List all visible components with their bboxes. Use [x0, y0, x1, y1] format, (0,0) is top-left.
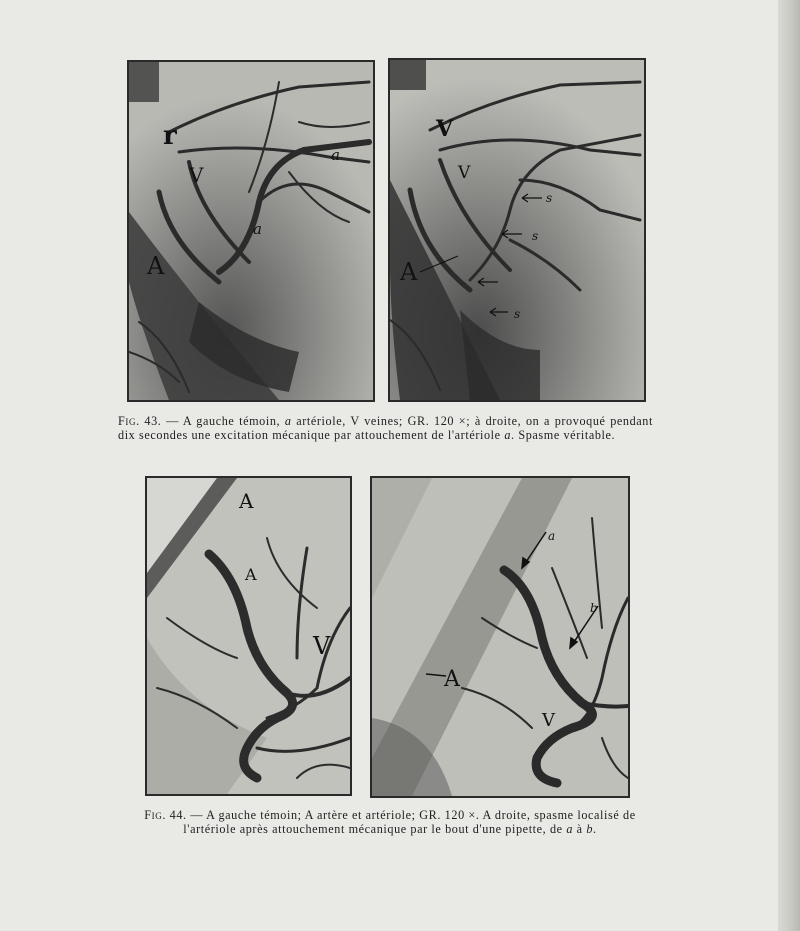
label-arteriole: A — [245, 565, 257, 584]
caption-43-part3: . Spasme véritable. — [511, 428, 616, 442]
caption-44-part1: — A gauche témoin; A artère et artériole; GR. 120 ×. A droite, spasme localisé de l'artériole après attouchement mécanique par le bout d'une pipette, de — [183, 808, 636, 836]
caption-44-part3: . — [593, 822, 597, 836]
label-vein: V — [313, 632, 331, 660]
label-artery: A — [239, 489, 254, 513]
label-r: r — [163, 121, 177, 151]
label-b: b — [590, 601, 598, 615]
label-s-1: s — [546, 191, 553, 205]
figure-44-left-drawing — [147, 478, 350, 794]
figure-43-right-photo — [388, 58, 646, 402]
figure-43-number: Fig. 43. — [118, 414, 162, 428]
figure-43-right-drawing — [390, 60, 644, 400]
caption-44-b: b — [586, 822, 594, 836]
label-artery: A — [147, 252, 165, 280]
figure-44-number: Fig. 44. — [144, 808, 187, 822]
label-artery: A — [444, 667, 460, 692]
figure-44-right-photo — [370, 476, 630, 798]
figure-44-right-drawing — [372, 478, 628, 796]
figure-44-left-photo — [145, 476, 352, 796]
label-v-big: V — [436, 116, 454, 142]
label-a: a — [548, 529, 556, 543]
page-edge — [778, 0, 800, 931]
label-a-upper: a — [331, 146, 340, 164]
label-a-lower: a — [253, 220, 262, 238]
caption-44-part2: à — [573, 822, 587, 836]
figure-43-left-drawing — [129, 62, 373, 400]
caption-43-a1: a — [284, 414, 292, 428]
figure-44-caption — [130, 808, 650, 836]
label-v-small: V — [458, 163, 471, 183]
caption-43-part1: — A gauche témoin, — [161, 414, 285, 428]
caption-44-a: a — [566, 822, 574, 836]
figure-43-caption — [118, 414, 653, 442]
caption-43-a2: a — [504, 428, 512, 442]
figure-43-left-photo — [127, 60, 375, 402]
label-v: V — [189, 163, 204, 187]
caption-43-part2: artériole, V veines; GR. 120 ×; à droite, on a provoqué pendant dix secondes une excitation mécanique par attouchement de l'artériole — [118, 414, 653, 442]
label-vein: V — [542, 710, 555, 731]
label-artery: A — [400, 258, 418, 286]
label-s-3: s — [514, 307, 521, 321]
label-s-2: s — [532, 229, 539, 243]
